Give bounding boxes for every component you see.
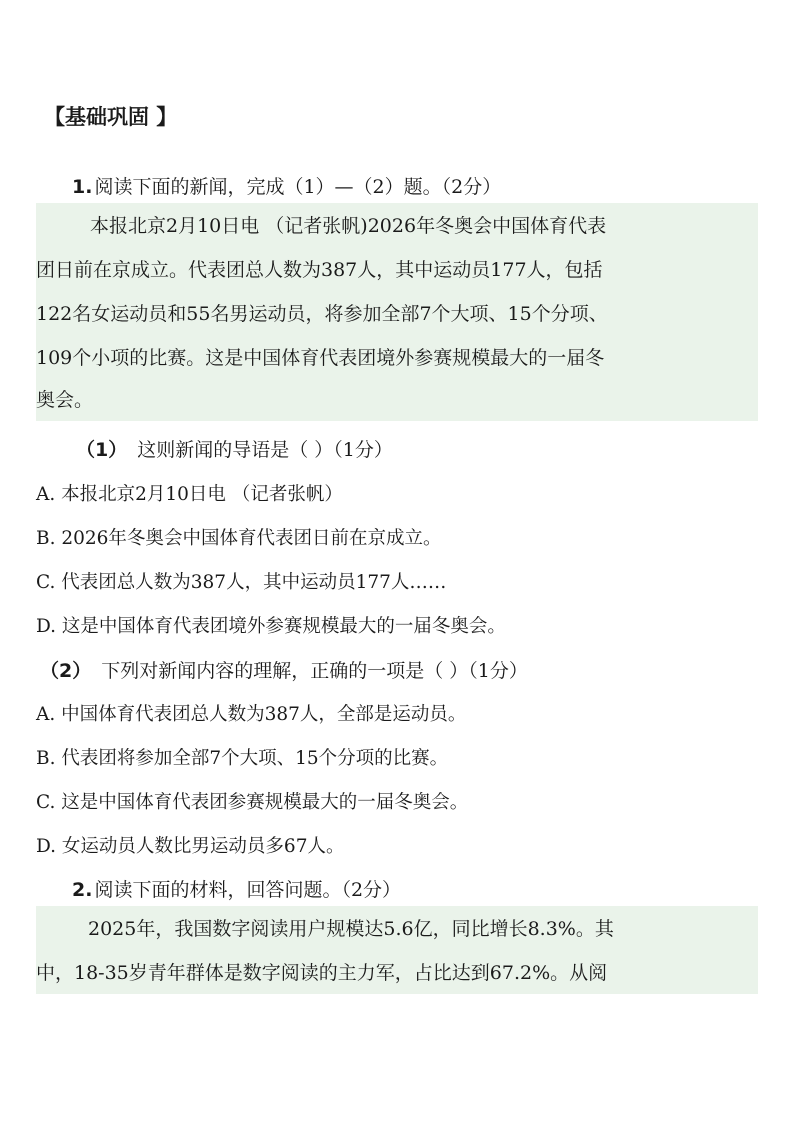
passage-line: 109个小项的比赛。这是中国体育代表团境外参赛规模最大的一届冬 bbox=[36, 347, 605, 369]
option-d: D. 女运动员人数比男运动员多67人。 bbox=[36, 836, 345, 857]
news-passage bbox=[36, 203, 758, 421]
reading-passage bbox=[36, 906, 758, 994]
option-a: A. 中国体育代表团总人数为387人，全部是运动员。 bbox=[36, 704, 467, 725]
passage-line: 本报北京2月10日电 （记者张帆)2026年冬奥会中国体育代表 bbox=[90, 215, 607, 237]
passage-line: 2025年，我国数字阅读用户规模达5.6亿，同比增长8.3%。其 bbox=[88, 918, 614, 940]
question-2-prompt: 阅读下面的材料，回答问题。（2分） bbox=[94, 879, 402, 901]
question-1-number: 1. bbox=[72, 176, 93, 198]
sub-question-1 bbox=[76, 435, 393, 465]
question-2-number: 2. bbox=[72, 879, 93, 901]
question-1-prompt: 阅读下面的新闻，完成（1）—（2）题。（2分） bbox=[94, 176, 502, 198]
section-title: 【基础巩固 】 bbox=[44, 105, 178, 129]
option-c: C. 代表团总人数为387人，其中运动员177人…… bbox=[36, 572, 447, 593]
question-1-heading bbox=[72, 172, 501, 202]
sub-question-2-number: （2） bbox=[40, 660, 92, 682]
sub-question-1-number: （1） bbox=[76, 439, 128, 461]
passage-line: 中，18-35岁青年群体是数字阅读的主力军，占比达到67.2%。从阅 bbox=[36, 962, 608, 984]
option-d: D. 这是中国体育代表团境外参赛规模最大的一届冬奥会。 bbox=[36, 616, 506, 637]
sub-question-2 bbox=[40, 656, 528, 686]
sub-question-2-prompt: 下列对新闻内容的理解，正确的一项是（ ）（1分） bbox=[101, 660, 528, 682]
option-b: B. 2026年冬奥会中国体育代表团日前在京成立。 bbox=[36, 528, 442, 549]
passage-line: 奥会。 bbox=[36, 389, 94, 411]
option-b: B. 代表团将参加全部7个大项、15个分项的比赛。 bbox=[36, 748, 449, 769]
passage-line: 团日前在京成立。代表团总人数为387人，其中运动员177人，包括 bbox=[36, 259, 603, 281]
question-2-heading bbox=[72, 875, 401, 905]
option-c: C. 这是中国体育代表团参赛规模最大的一届冬奥会。 bbox=[36, 792, 469, 813]
sub-question-1-prompt: 这则新闻的导语是（ ）（1分） bbox=[137, 439, 393, 461]
passage-line: 122名女运动员和55名男运动员，将参加全部7个大项、15个分项、 bbox=[36, 303, 608, 325]
option-a: A. 本报北京2月10日电 （记者张帆） bbox=[36, 484, 343, 505]
